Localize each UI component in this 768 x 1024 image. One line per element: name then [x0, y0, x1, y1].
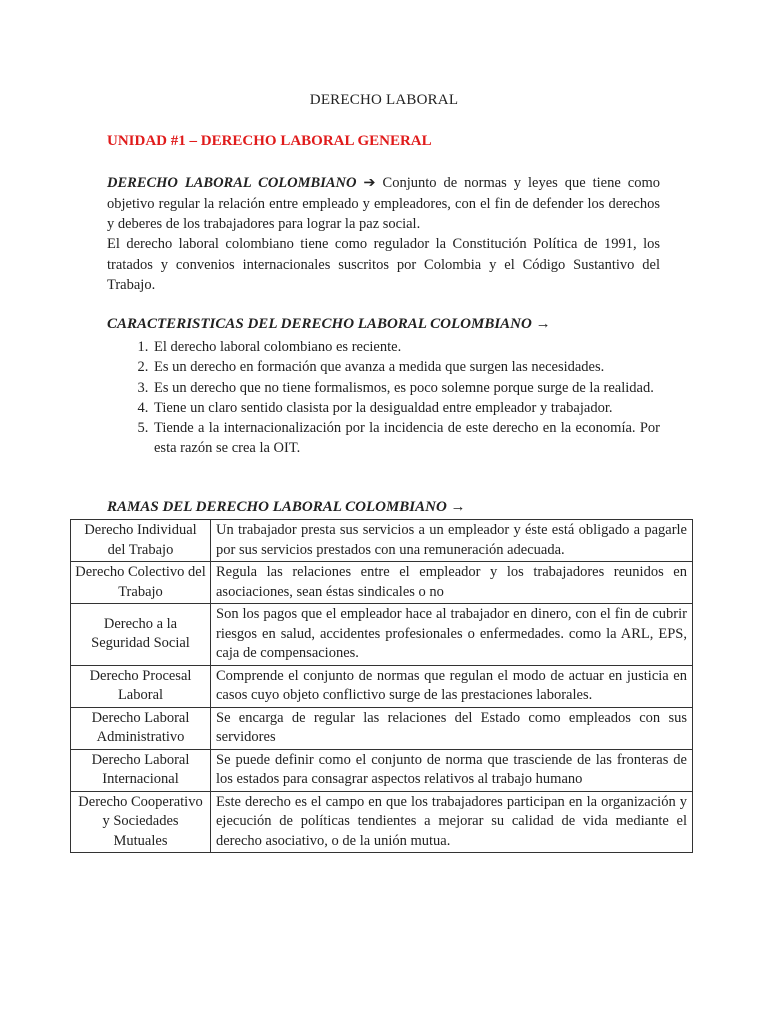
branch-name-cell: Derecho Laboral Internacional — [71, 749, 211, 791]
branches-heading-text: RAMAS DEL DERECHO LABORAL COLOMBIANO — [107, 499, 451, 515]
table-row — [71, 562, 693, 604]
characteristics-list — [107, 337, 660, 459]
branch-name-cell: Derecho Procesal Laboral — [71, 665, 211, 707]
intro-definition: Conjunto de normas y leyes que tiene como objetivo regular la relación entre empleado y empleadores, con el fin de defender los derechos y deberes de los trabajadores para lograr la paz social. — [107, 175, 660, 232]
branch-name-cell: Derecho Individual del Trabajo — [71, 520, 211, 562]
list-item: 1. El derecho laboral colombiano es reciente. — [152, 337, 660, 357]
list-item: 5. Tiende a la internacionalización por la incidencia de este derecho en la economía. Por esta razón se crea la OIT. — [152, 418, 660, 459]
right-arrow-icon: → — [535, 316, 551, 332]
branch-description-cell: Este derecho es el campo en que los trabajadores participan en la organización y ejecución de políticas tendientes a mejorar su calidad de vida mediante el derecho asociativo, o de la unión mutua. — [211, 791, 693, 853]
right-arrow-icon: ➔ — [363, 175, 376, 191]
branches-heading — [107, 499, 466, 516]
characteristics-heading — [107, 316, 551, 333]
table-row — [71, 791, 693, 853]
regulator-paragraph: El derecho laboral colombiano tiene como regulador la Constitución Política de 1991, los tratados y convenios internacionales suscritos por Colombia y el Código Sustantivo del Trabajo. — [107, 236, 660, 293]
table-row — [71, 604, 693, 666]
list-item: 4. Tiene un claro sentido clasista por la desigualdad entre empleador y trabajador. — [152, 398, 660, 418]
branch-description-cell: Regula las relaciones entre el empleador y los trabajadores reunidos en asociaciones, sean éstas sindicales o no — [211, 562, 693, 604]
intro-term: DERECHO LABORAL COLOMBIANO — [107, 175, 364, 191]
table-row — [71, 749, 693, 791]
characteristics-heading-text: CARACTERISTICAS DEL DERECHO LABORAL COLOMBIANO — [107, 316, 536, 332]
branch-description-cell: Comprende el conjunto de normas que regulan el modo de actuar en justicia en casos cuyo objeto conflictivo surge de las prestaciones laborales. — [211, 665, 693, 707]
branch-description-cell: Se encarga de regular las relaciones del Estado como empleados con sus servidores — [211, 707, 693, 749]
unit-heading: UNIDAD #1 – DERECHO LABORAL GENERAL — [107, 133, 432, 149]
table-row — [71, 520, 693, 562]
table-row — [71, 707, 693, 749]
branch-description-cell: Se puede definir como el conjunto de norma que trasciende de las fronteras de los estados para consagrar aspectos relativos al trabajo humano — [211, 749, 693, 791]
table-row — [71, 665, 693, 707]
branches-table — [70, 519, 693, 853]
branch-name-cell: Derecho a la Seguridad Social — [71, 604, 211, 666]
right-arrow-icon: → — [450, 499, 466, 515]
list-item: 3. Es un derecho que no tiene formalismos, es poco solemne porque surge de la realidad. — [152, 378, 660, 398]
branch-name-cell: Derecho Laboral Administrativo — [71, 707, 211, 749]
document-title: DERECHO LABORAL — [309, 92, 459, 108]
intro-paragraph — [107, 173, 660, 235]
branch-description-cell: Un trabajador presta sus servicios a un empleador y éste está obligado a pagarle por sus servicios prestados con una remuneración adecuada. — [211, 520, 693, 562]
branch-name-cell: Derecho Cooperativo y Sociedades Mutuales — [71, 791, 211, 853]
branch-description-cell: Son los pagos que el empleador hace al trabajador en dinero, con el fin de cubrir riesgos en salud, accidentes profesionales o enfermedades. como la ARL, EPS, caja de compensaciones. — [211, 604, 693, 666]
list-item: 2. Es un derecho en formación que avanza a medida que surgen las necesidades. — [152, 357, 660, 377]
branch-name-cell: Derecho Colectivo del Trabajo — [71, 562, 211, 604]
